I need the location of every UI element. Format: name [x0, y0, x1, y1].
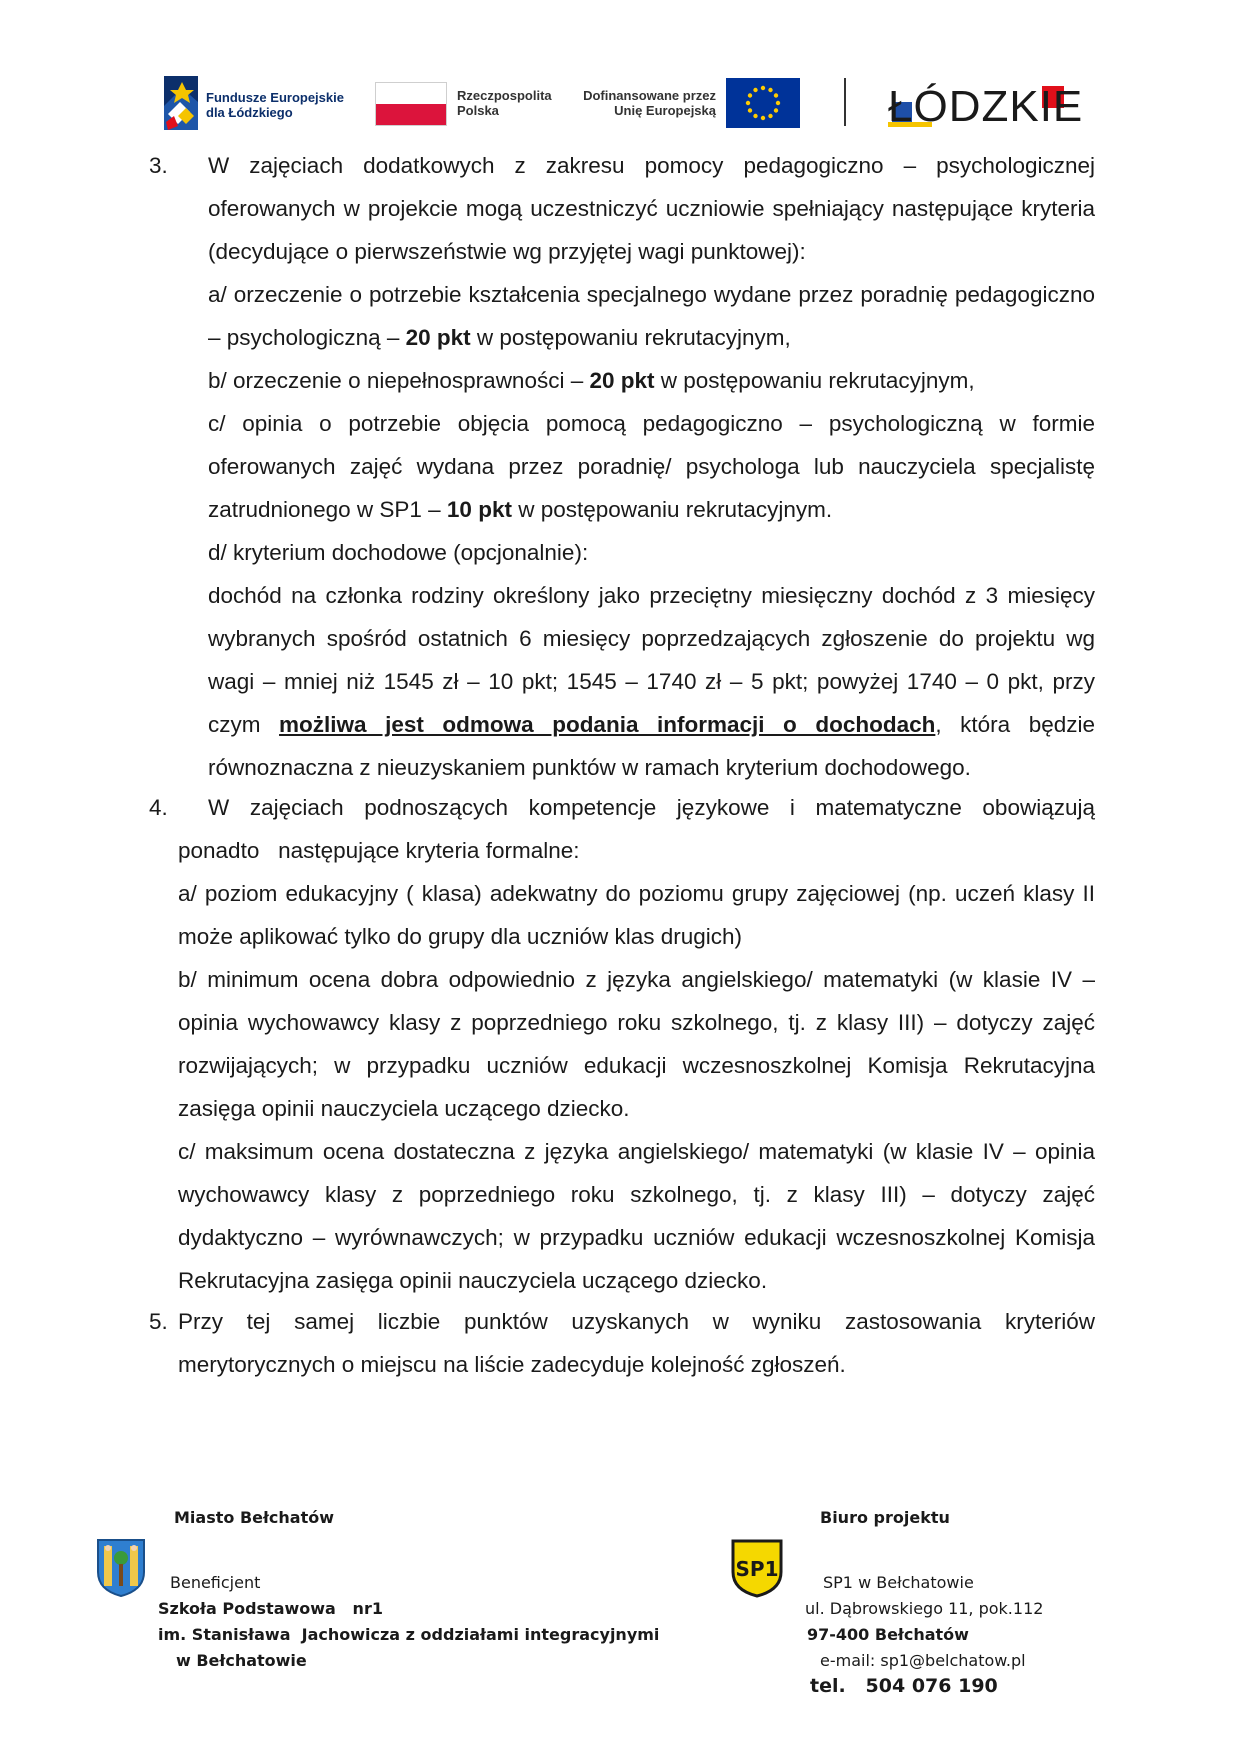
income-criterion: [208, 574, 1095, 789]
footer-office-postal: 97-400 Bełchatów: [807, 1625, 969, 1644]
list-item-4: [0, 786, 1241, 1302]
criterion-a: [208, 273, 1095, 359]
eu-flag-icon: [726, 78, 800, 128]
footer-beneficiary-label: Beneficjent: [170, 1573, 261, 1592]
fe-label-line2: dla Łódzkiego: [206, 105, 293, 120]
footer-school-name: Szkoła Podstawowa nr1: [158, 1599, 383, 1618]
logo-unia-europejska: [580, 78, 810, 130]
list-item-5: [0, 1300, 1241, 1386]
item-4-intro: W zajęciach podnoszących kompetencje językowe i matematyczne obowiązują: [208, 795, 1095, 820]
criterion-c-text: c/ opinia o potrzebie objęcia pomocą pedagogiczno – psychologiczną w formie oferowanych zajęć wydana przez poradnię/ psychologa lub nauczyciela specjalistę zatrudnionego w SP1 –: [208, 411, 1095, 522]
logo-rzeczpospolita-polska: [375, 82, 565, 128]
criterion-4b: b/ minimum ocena dobra odpowiednio z języka angielskiego/ matematyki (w klasie IV – opinia wychowawcy klasy z poprzedniego roku szkolnego, tj. z klasy III) – dotyczy zajęć rozwijających; w przypadku uczniów edukacji wczesnoszkolnej Komisja Rekrutacyjna zasięga opinii nauczyciela uczącego dziecko.: [178, 967, 1095, 1121]
belchatow-crest-icon: [96, 1538, 146, 1598]
footer-office-phone: tel. 504 076 190: [810, 1675, 998, 1697]
logo-lodzkie: [888, 74, 1088, 132]
logo-separator: [844, 78, 846, 126]
criterion-a-points: 20 pkt: [405, 325, 471, 350]
item-3-body: [208, 144, 1095, 789]
criterion-c-points: 10 pkt: [446, 497, 512, 522]
pl-label-line2: Polska: [457, 103, 499, 118]
pl-label: [457, 88, 552, 118]
criterion-d: d/ kryterium dochodowe (opcjonalnie):: [208, 540, 589, 565]
footer-school-patron: im. Stanisława Jachowicza z oddziałami integracyjnymi: [158, 1625, 660, 1644]
footer-city-title: Miasto Bełchatów: [174, 1508, 335, 1527]
item-4-body: [178, 829, 1095, 1302]
logo-fundusze-europejskie: [164, 76, 354, 132]
footer-office-street: ul. Dąbrowskiego 11, pok.112: [805, 1599, 1044, 1618]
header-logos: [160, 74, 1090, 134]
footer-office-email: e-mail: sp1@belchatow.pl: [820, 1651, 1026, 1670]
income-criterion-suffix: , która będzie równoznaczna z nieuzyskaniem punktów w ramach kryterium dochodowego.: [208, 712, 1096, 780]
footer: [0, 1508, 1241, 1748]
criterion-b: [208, 359, 1095, 402]
item-5-text: Przy tej samej liczbie punktów uzyskanych w wyniku zastosowania kryteriów merytorycznych o miejscu na liście zadecyduje kolejność zgłoszeń.: [178, 1309, 1095, 1377]
fe-mark-icon: [164, 76, 198, 130]
footer-school-city: w Bełchatowie: [176, 1651, 307, 1670]
criterion-a-suffix: w postępowaniu rekrutacyjnym,: [470, 325, 791, 350]
ue-label: [580, 88, 716, 118]
lodzkie-wordmark: ŁÓDZKIE: [888, 82, 1084, 131]
criterion-c: [208, 402, 1095, 531]
item-4-intro-cont: ponadto następujące kryteria formalne:: [178, 838, 580, 863]
criterion-b-points: 20 pkt: [589, 368, 655, 393]
sp1-badge-icon: [730, 1538, 784, 1598]
document-body: [0, 144, 1241, 1386]
item-3-intro: W zajęciach dodatkowych z zakresu pomocy pedagogiczno – psychologicznej oferowanych w projekcie mogą uczestniczyć uczniowie spełniający następujące kryteria (decydujące o pierwszeństwie wg przyjętej wagi punktowej):: [208, 153, 1095, 264]
criterion-a-text: a/ orzeczenie o potrzebie kształcenia specjalnego wydane przez poradnię pedagogiczno – psychologiczną –: [208, 282, 1095, 350]
list-item-3: [0, 144, 1241, 789]
item-number: 3.: [149, 153, 168, 178]
criterion-4a: a/ poziom edukacyjny ( klasa) adekwatny do poziomu grupy zajęciowej (np. uczeń klasy II może aplikować tylko do grupy dla uczniów klas drugich): [178, 881, 1095, 949]
income-criterion-text: dochód na członka rodziny określony jako przeciętny miesięczny dochód z 3 miesięcy wybranych spośród ostatnich 6 miesięcy poprzedzających zgłoszenie do projektu wg wagi – mniej niż 1545 zł – 10 pkt; 1545 – 1740 zł – 5 pkt; powyżej 1740 – 0 pkt, przy czym: [208, 583, 1095, 737]
fe-label-line1: Fundusze Europejskie: [206, 90, 344, 105]
income-refusal-note: możliwa jest odmowa podania informacji o dochodach: [279, 712, 936, 737]
sp1-badge-text: SP1: [735, 1557, 779, 1581]
fe-label: [206, 90, 344, 120]
footer-office-title: Biuro projektu: [820, 1508, 950, 1527]
criterion-b-suffix: w postępowaniu rekrutacyjnym,: [654, 368, 975, 393]
ue-label-line2: Unię Europejską: [614, 103, 716, 118]
ue-label-line1: Dofinansowane przez: [583, 88, 716, 103]
criterion-4c: c/ maksimum ocena dostateczna z języka angielskiego/ matematyki (w klasie IV – opinia wychowawcy klasy z poprzedniego roku szkolnego, tj. z klasy III) – dotyczy zajęć dydaktyczno – wyrównawczych; w przypadku uczniów edukacji wczesnoszkolnej Komisja Rekrutacyjna zasięga opinii nauczyciela uczącego dziecko.: [178, 1139, 1095, 1293]
item-number: 4.: [149, 795, 168, 820]
criterion-c-suffix: w postępowaniu rekrutacyjnym.: [511, 497, 833, 522]
footer-office-org: SP1 w Bełchatowie: [823, 1573, 974, 1592]
pl-label-line1: Rzeczpospolita: [457, 88, 552, 103]
criterion-b-text: b/ orzeczenie o niepełnosprawności –: [208, 368, 590, 393]
polish-flag-icon: [375, 82, 447, 126]
item-number: 5.: [149, 1309, 168, 1334]
